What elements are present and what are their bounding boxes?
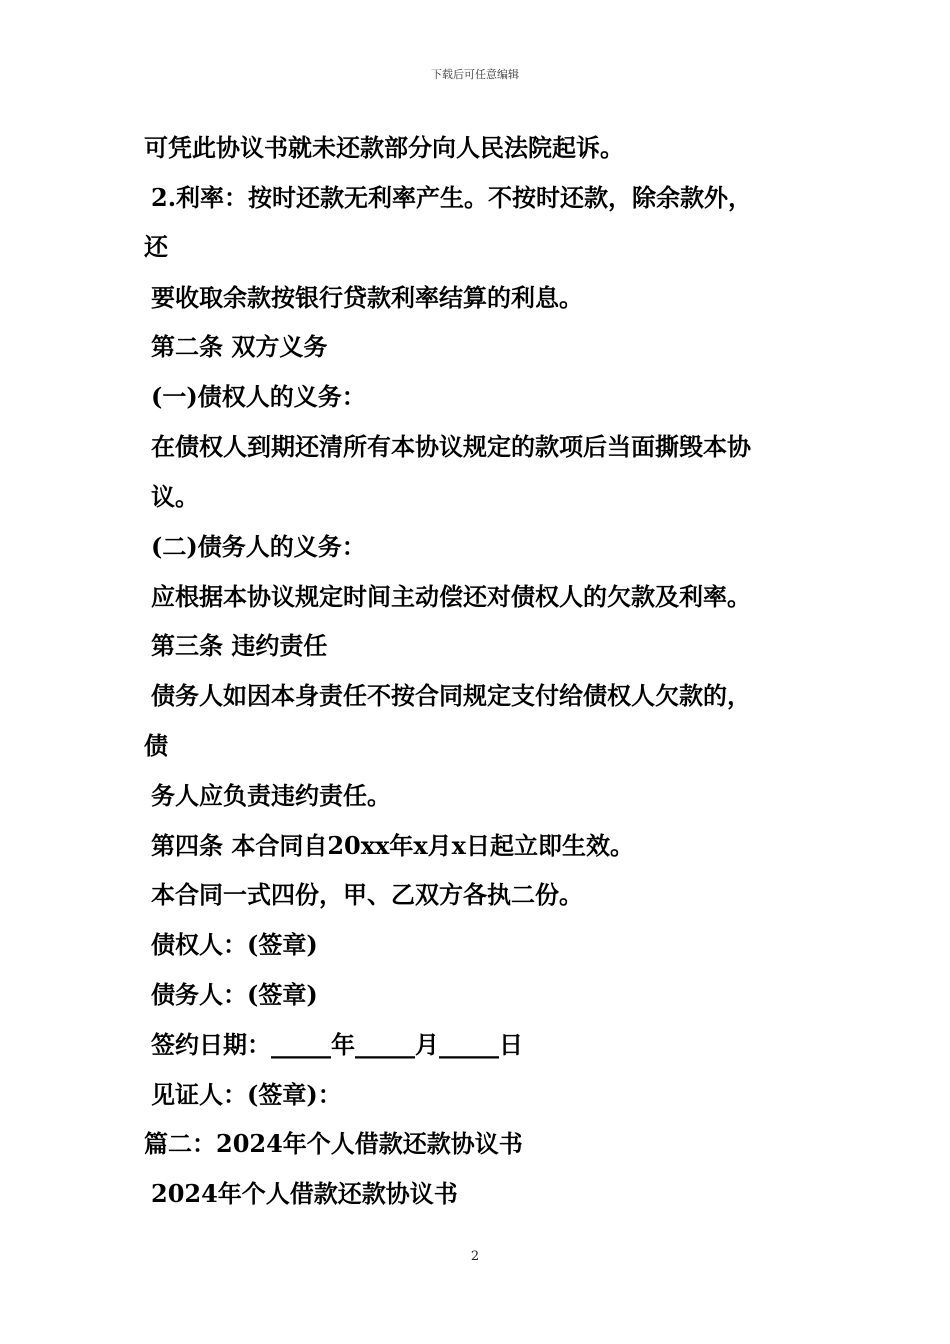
signature-line: 债权人：(签章) xyxy=(151,930,318,959)
page-number: 2 xyxy=(470,1249,480,1264)
text-line: 要收取余款按银行贷款利率结算的利息。 xyxy=(151,283,583,312)
signature-line: 债务人：(签章) xyxy=(151,980,318,1009)
text-line: 应根据本协议规定时间主动偿还对债权人的欠款及利率。 xyxy=(151,582,751,611)
subsection-heading: (二)债务人的义务： xyxy=(151,532,366,561)
text-line: 还 xyxy=(144,232,168,261)
section-heading: 第三条 违约责任 xyxy=(151,631,328,660)
text-line: 务人应负责违约责任。 xyxy=(151,781,391,810)
text-line: 2.利率：按时还款无利率产生。不按时还款，除余款外， xyxy=(151,183,753,212)
document-title: 2024年个人借款还款协议书 xyxy=(151,1179,458,1208)
text-line: 议。 xyxy=(151,482,199,511)
text-line: 本合同一式四份，甲、乙双方各执二份。 xyxy=(151,880,583,909)
date-line: 签约日期：_____年_____月_____日 xyxy=(151,1030,523,1059)
text-line: 债务人如因本身责任不按合同规定支付给债权人欠款的， xyxy=(151,681,751,710)
section-heading: 第二条 双方义务 xyxy=(151,332,328,361)
section-heading: 第四条 本合同自20xx年x月x日起立即生效。 xyxy=(151,831,634,860)
text-line: 在债权人到期还清所有本协议规定的款项后当面撕毁本协 xyxy=(151,432,751,461)
page-header: 下载后可任意编辑 xyxy=(431,68,519,81)
text-line: 可凭此协议书就未还款部分向人民法院起诉。 xyxy=(144,133,624,162)
subsection-heading: (一)债权人的义务： xyxy=(151,382,366,411)
signature-line: 见证人：(签章)： xyxy=(151,1080,342,1109)
chapter-title: 篇二：2024年个人借款还款协议书 xyxy=(144,1129,523,1158)
text-line: 债 xyxy=(144,731,168,760)
